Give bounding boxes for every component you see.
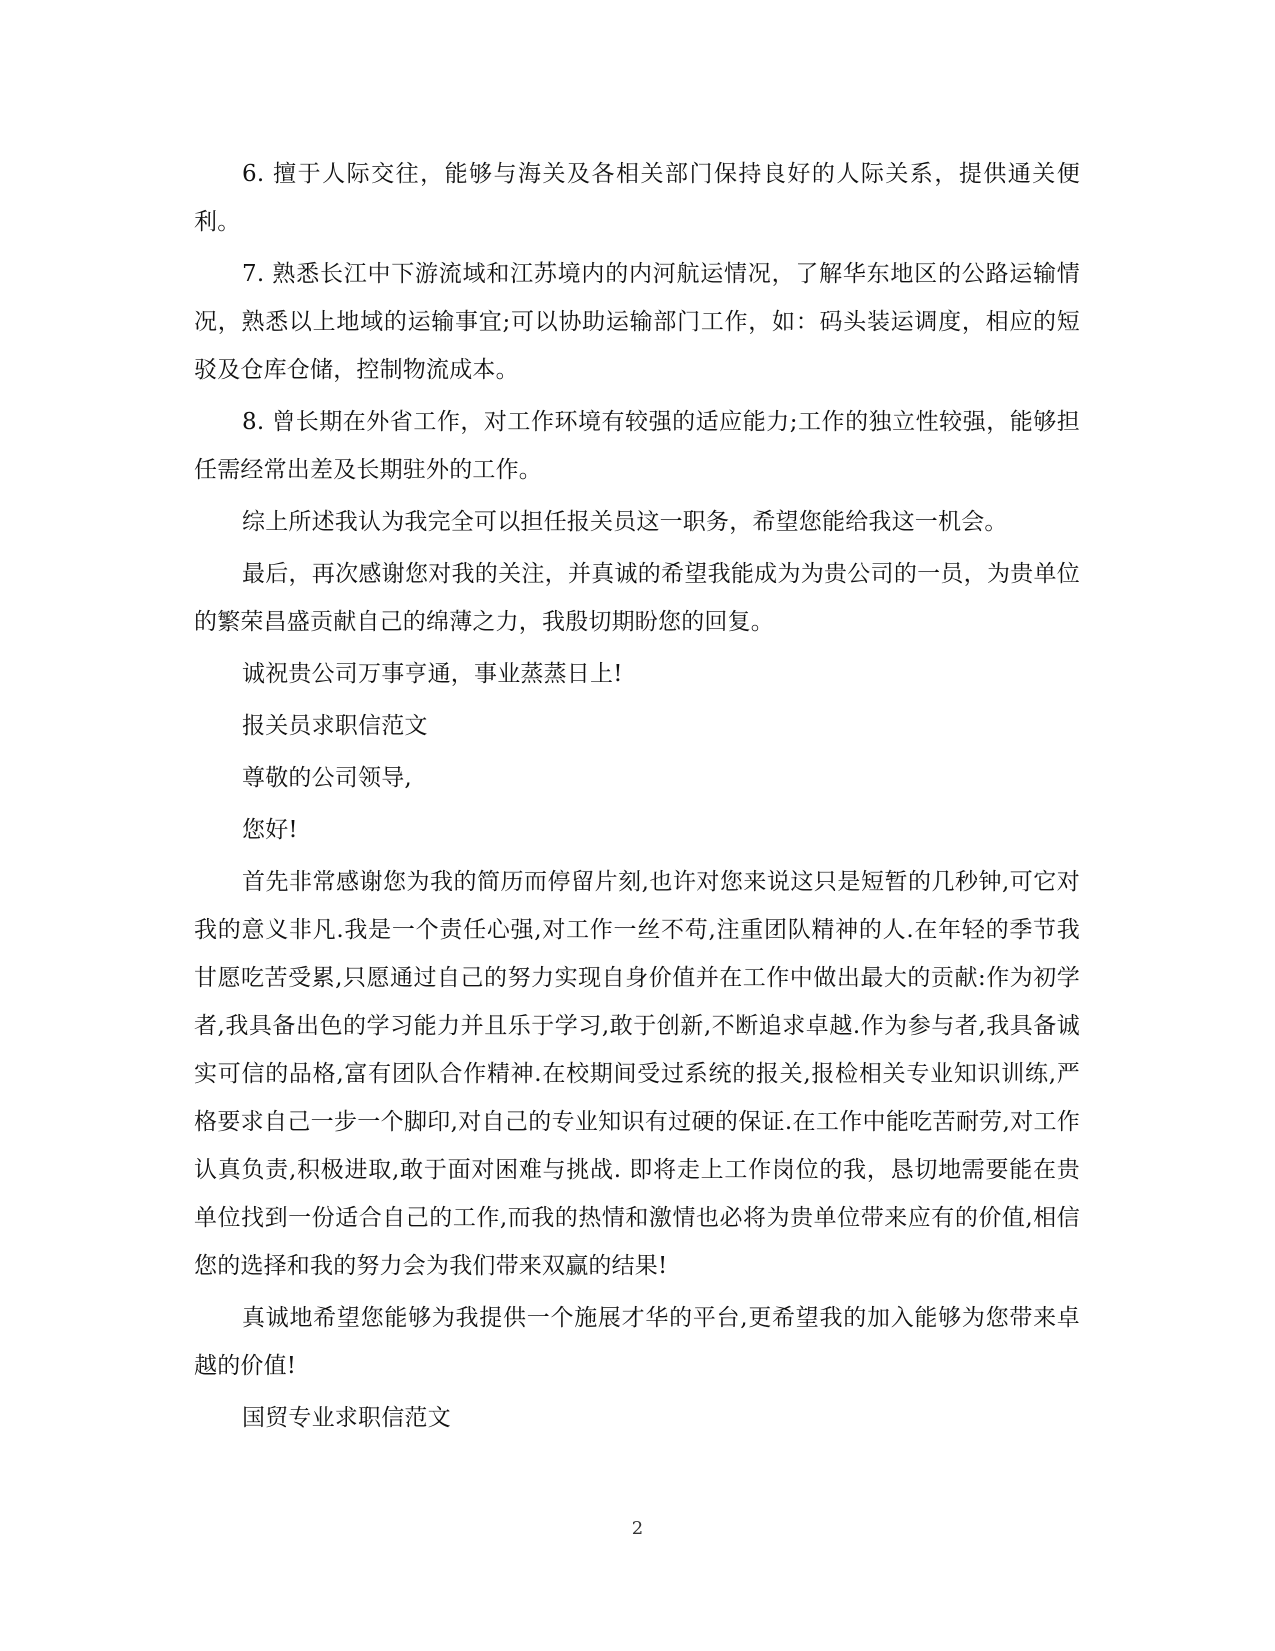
paragraph-item-7: 7. 熟悉长江中下游流域和江苏境内的内河航运情况，了解华东地区的公路运输情况，熟悉以上地域的运输事宜;可以协助运输部门工作，如：码头装运调度，相应的短驳及仓库仓储，控制物流成本。 [194,261,1080,383]
paragraph-introduction: 首先非常感谢您为我的简历而停留片刻,也许对您来说这只是短暂的几秒钟,可它对我的意义非凡.我是一个责任心强,对工作一丝不苟,注重团队精神的人.在年轻的季节我甘愿吃苦受累,只愿通过自己的努力实现自身价值并在工作中做出最大的贡献:作为初学者,我具备出色的学习能力并且乐于学习,敢于创新,不断追求卓越.作为参与者,我具备诚实可信的品格,富有团队合作精神.在校期间受过系统的报关,报检相关专业知识训练,严格要求自己一步一个脚印,对自己的专业知识有过硬的保证.在工作中能吃苦耐劳,对工作认真负责,积极进取,敢于面对困难与挑战. 即将走上工作岗位的我，恳切地需要能在贵单位找到一份适合自己的工作,而我的热情和激情也必将为贵单位带来应有的价值,相信您的选择和我的努力会为我们带来双赢的结果! [194,869,1080,1279]
paragraph-item-6: 6. 擅于人际交往，能够与海关及各相关部门保持良好的人际关系，提供通关便利。 [194,161,1080,235]
paragraph-item-8: 8. 曾长期在外省工作，对工作环境有较强的适应能力;工作的独立性较强，能够担任需经常出差及长期驻外的工作。 [194,409,1080,483]
section-heading-trade-letter: 国贸专业求职信范文 [242,1405,451,1431]
paragraph-summary: 综上所述我认为我完全可以担任报关员这一职务，希望您能给我这一机会。 [242,509,1008,535]
section-heading-customs-letter: 报关员求职信范文 [242,713,428,739]
paragraph-hope: 真诚地希望您能够为我提供一个施展才华的平台,更希望我的加入能够为您带来卓越的价值! [194,1305,1080,1379]
document-body [194,150,1080,1446]
salutation: 尊敬的公司领导, [242,765,412,791]
paragraph-wishes: 诚祝贵公司万事亨通，事业蒸蒸日上! [242,661,623,687]
greeting: 您好! [242,817,298,843]
paragraph-closing: 最后，再次感谢您对我的关注，并真诚的希望我能成为为贵公司的一员，为贵单位的繁荣昌盛贡献自己的绵薄之力，我殷切期盼您的回复。 [194,561,1080,635]
page-number: 2 [631,1518,644,1539]
